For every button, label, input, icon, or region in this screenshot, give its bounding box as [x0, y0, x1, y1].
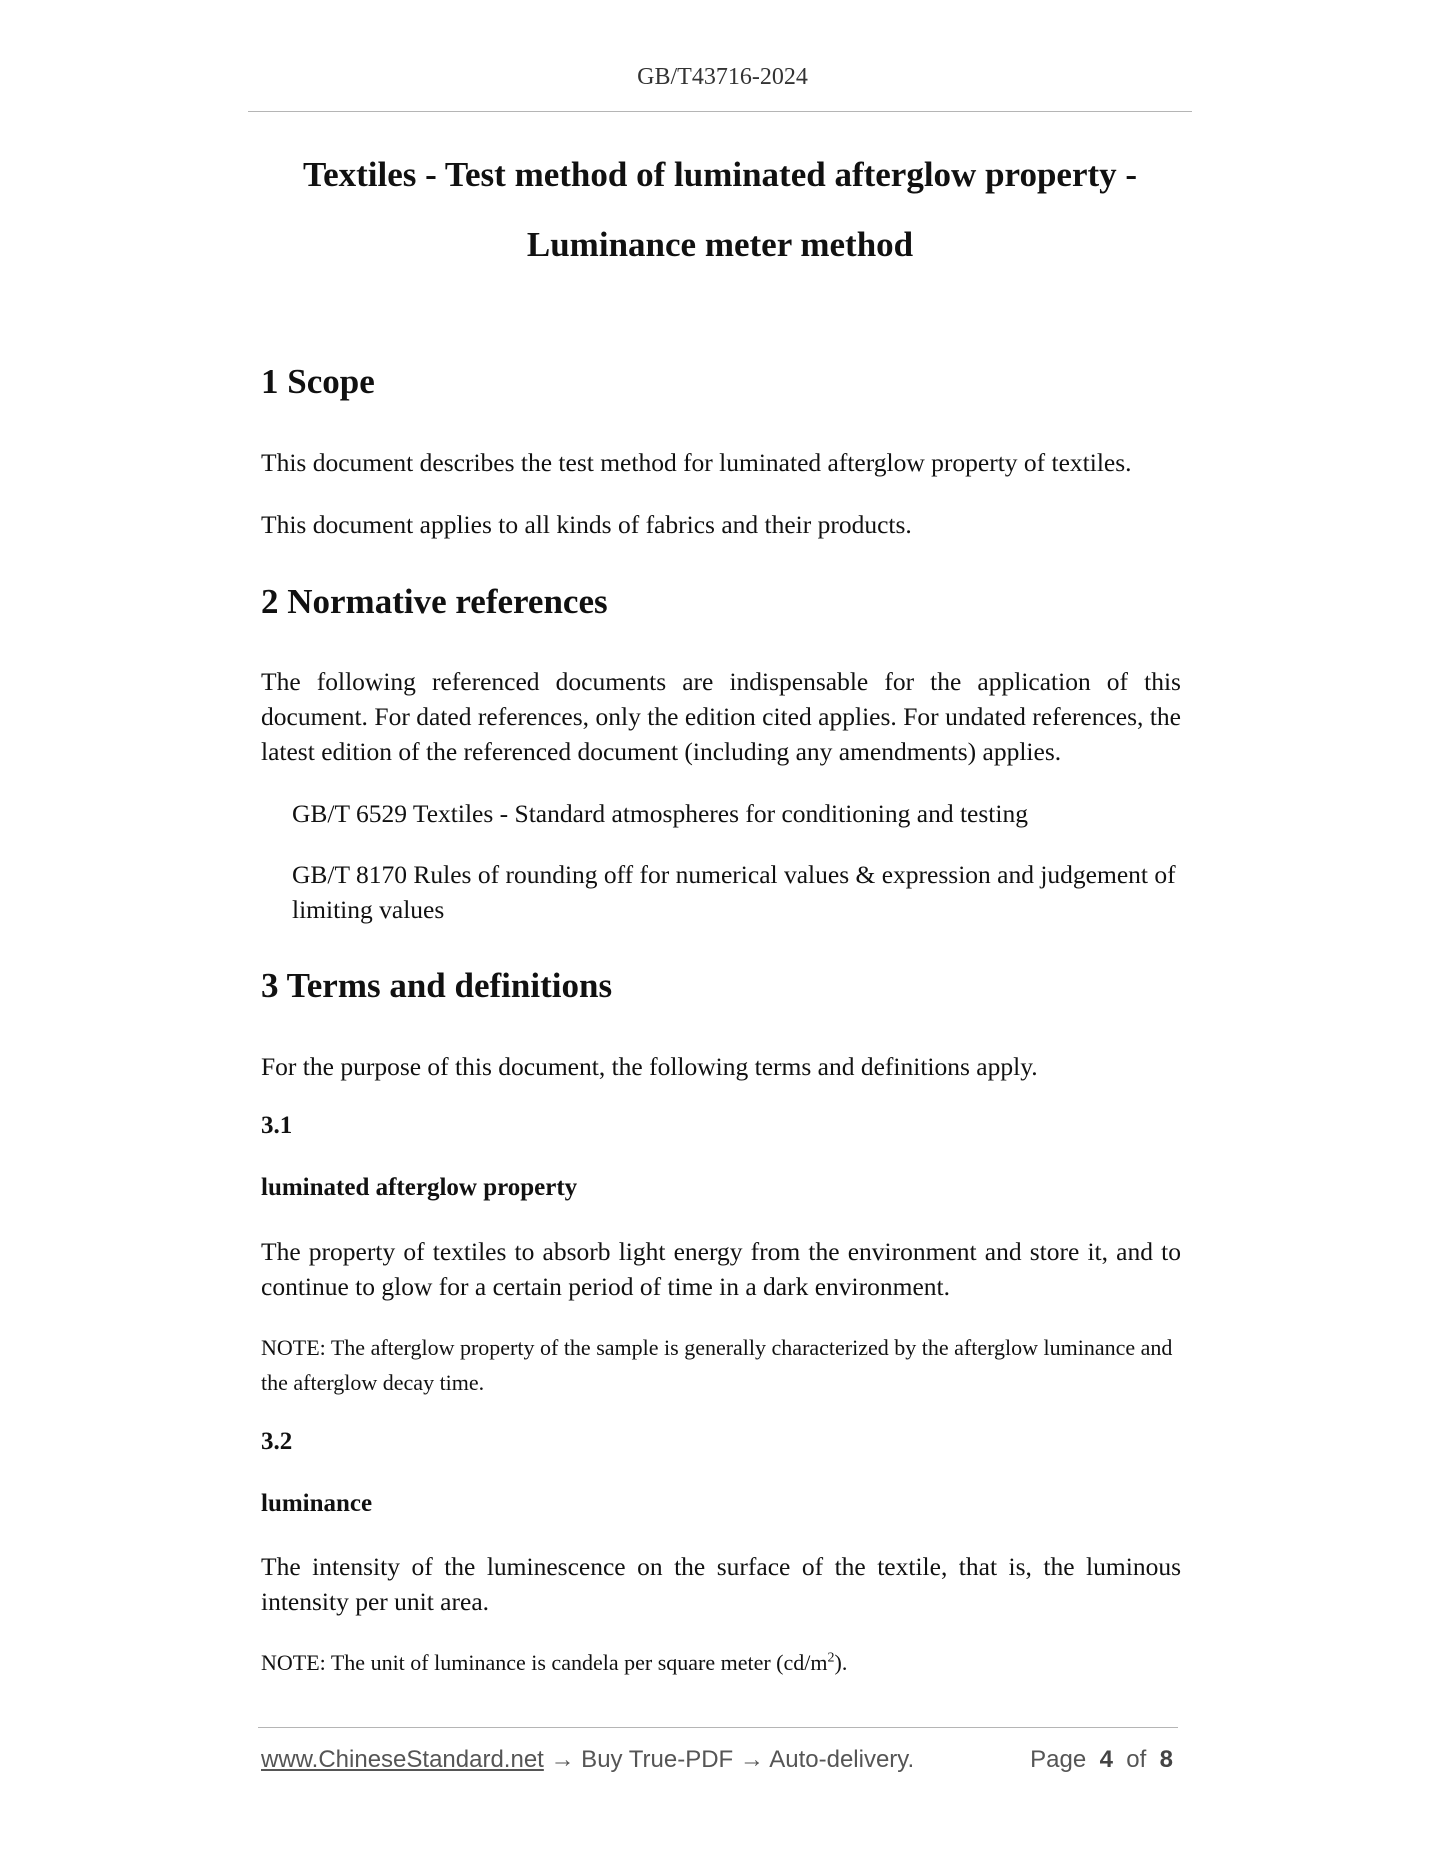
footer-buy-text: → Buy True-PDF → Auto-delivery. [543, 1746, 915, 1773]
reference-gbt-8170: GB/T 8170 Rules of rounding off for numerical values & expression and judgement of limiting values [292, 860, 1176, 924]
note-superscript: 2 [827, 1650, 835, 1666]
term-3-2-name: luminance [261, 1490, 373, 1517]
footer-promo [261, 1746, 914, 1774]
header-standard-code: GB/T43716-2024 [637, 64, 808, 90]
term-3-1-number: 3.1 [261, 1112, 293, 1139]
section-2-paragraph: The following referenced documents are indispensable for the application of this document. For dated references, only the edition cited applies. For undated references, the latest edition of the referenced document (including any amendments) applies. [261, 667, 1181, 766]
note-text-prefix: NOTE: The unit of luminance is candela per square meter (cd/m [261, 1650, 828, 1675]
section-3-intro: For the purpose of this document, the following terms and definitions apply. [261, 1052, 1038, 1081]
document-title-line-1: Textiles - Test method of luminated afterglow property - [302, 155, 1138, 194]
term-3-1-name: luminated afterglow property [261, 1174, 578, 1201]
term-3-2-note [261, 1645, 1181, 1680]
website-link[interactable]: www.ChineseStandard.net [261, 1746, 544, 1773]
term-3-1-note: NOTE: The afterglow property of the sample is generally characterized by the afterglow luminance and the afterglow decay time. [261, 1335, 1173, 1395]
header-divider [248, 111, 1192, 112]
term-3-1-definition: The property of textiles to absorb light energy from the environment and store it, and to continue to glow for a certain period of time in a dark environment. [261, 1237, 1181, 1301]
footer-divider [258, 1727, 1178, 1728]
of-label: of [1126, 1746, 1147, 1773]
section-2-heading: 2 Normative references [261, 582, 608, 621]
term-3-2-number: 3.2 [261, 1428, 293, 1455]
page-indicator [1030, 1746, 1173, 1774]
section-1-heading: 1 Scope [261, 362, 375, 401]
page-footer [261, 1746, 1173, 1780]
note-text-suffix: ). [834, 1650, 848, 1675]
total-page-number: 8 [1159, 1746, 1173, 1773]
section-1-paragraph-1: This document describes the test method for luminated afterglow property of textiles. [261, 448, 1132, 477]
document-title-line-2: Luminance meter method [526, 225, 914, 264]
section-3-heading: 3 Terms and definitions [261, 966, 613, 1005]
current-page-number: 4 [1099, 1746, 1113, 1773]
reference-gbt-6529: GB/T 6529 Textiles - Standard atmospheres for conditioning and testing [292, 799, 1028, 828]
section-1-paragraph-2: This document applies to all kinds of fabrics and their products. [261, 510, 912, 539]
page-label: Page [1030, 1746, 1087, 1773]
term-3-2-definition: The intensity of the luminescence on the surface of the textile, that is, the luminous intensity per unit area. [261, 1552, 1181, 1616]
